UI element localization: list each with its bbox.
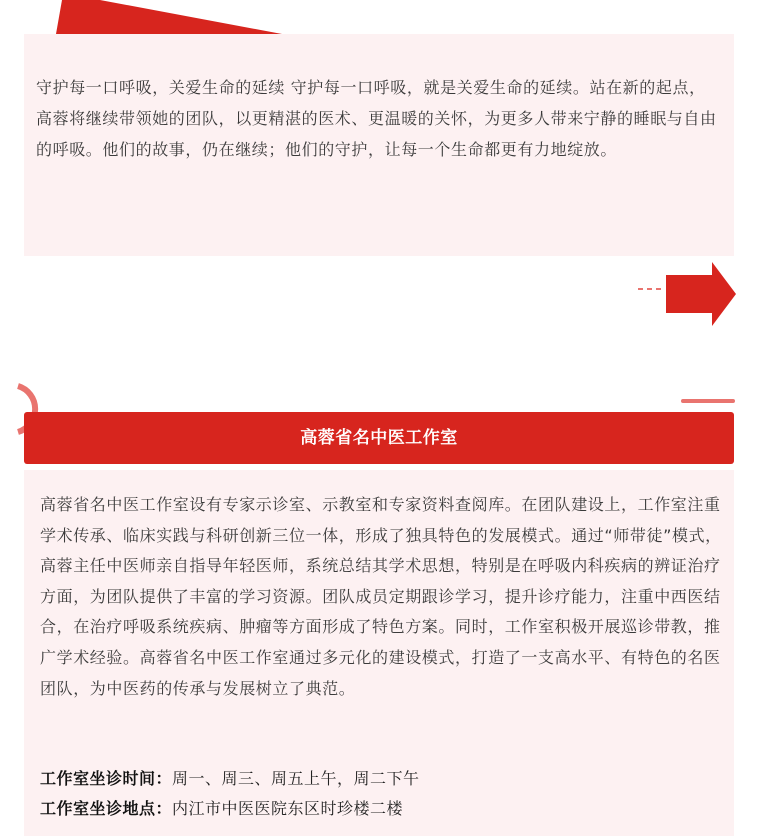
clinic-time-label: 工作室坐诊时间：	[40, 769, 173, 788]
line-decoration	[681, 399, 735, 403]
clinic-place-row	[40, 797, 403, 821]
red-arrow-icon	[634, 262, 738, 330]
studio-card	[24, 470, 734, 836]
clinic-time-value: 周一、周三、周五上午，周二下午	[172, 769, 420, 788]
studio-description: 高蓉省名中医工作室设有专家示诊室、示教室和专家资料查阅库。在团队建设上，工作室注重学术传承、临床实践与科研创新三位一体，形成了独具特色的发展模式。通过“师带徒”模式，高蓉主任中医师亲自指导年轻医师，系统总结其学术思想，特别是在呼吸内科疾病的辨证治疗方面，为团队提供了丰富的学习资源。团队成员定期跟诊学习，提升诊疗能力，注重中西医结合，在治疗呼吸系统疾病、肿瘤等方面形成了特色方案。同时，工作室积极开展巡诊带教，推广学术经验。高蓉省名中医工作室通过多元化的建设模式，打造了一支高水平、有特色的名医团队，为中医药的传承与发展树立了典范。	[40, 495, 722, 698]
section-title-bar	[24, 412, 734, 464]
intro-text: 守护每一口呼吸，关爱生命的延续 守护每一口呼吸，就是关爱生命的延续。站在新的起点，高蓉将继续带领她的团队，以更精湛的医术、更温暖的关怀，为更多人带来宁静的睡眠与自由的呼吸。他们的故事，仍在继续；他们的守护，让每一个生命都更有力地绽放。	[36, 78, 717, 159]
clinic-time-row	[40, 767, 420, 791]
clinic-place-value: 内江市中医医院东区时珍楼二楼	[172, 799, 404, 818]
clinic-place-label: 工作室坐诊地点：	[40, 799, 173, 818]
top-ribbon-decoration	[0, 0, 758, 34]
section-title: 高蓉省名中医工作室	[300, 428, 458, 448]
intro-card	[24, 34, 734, 256]
